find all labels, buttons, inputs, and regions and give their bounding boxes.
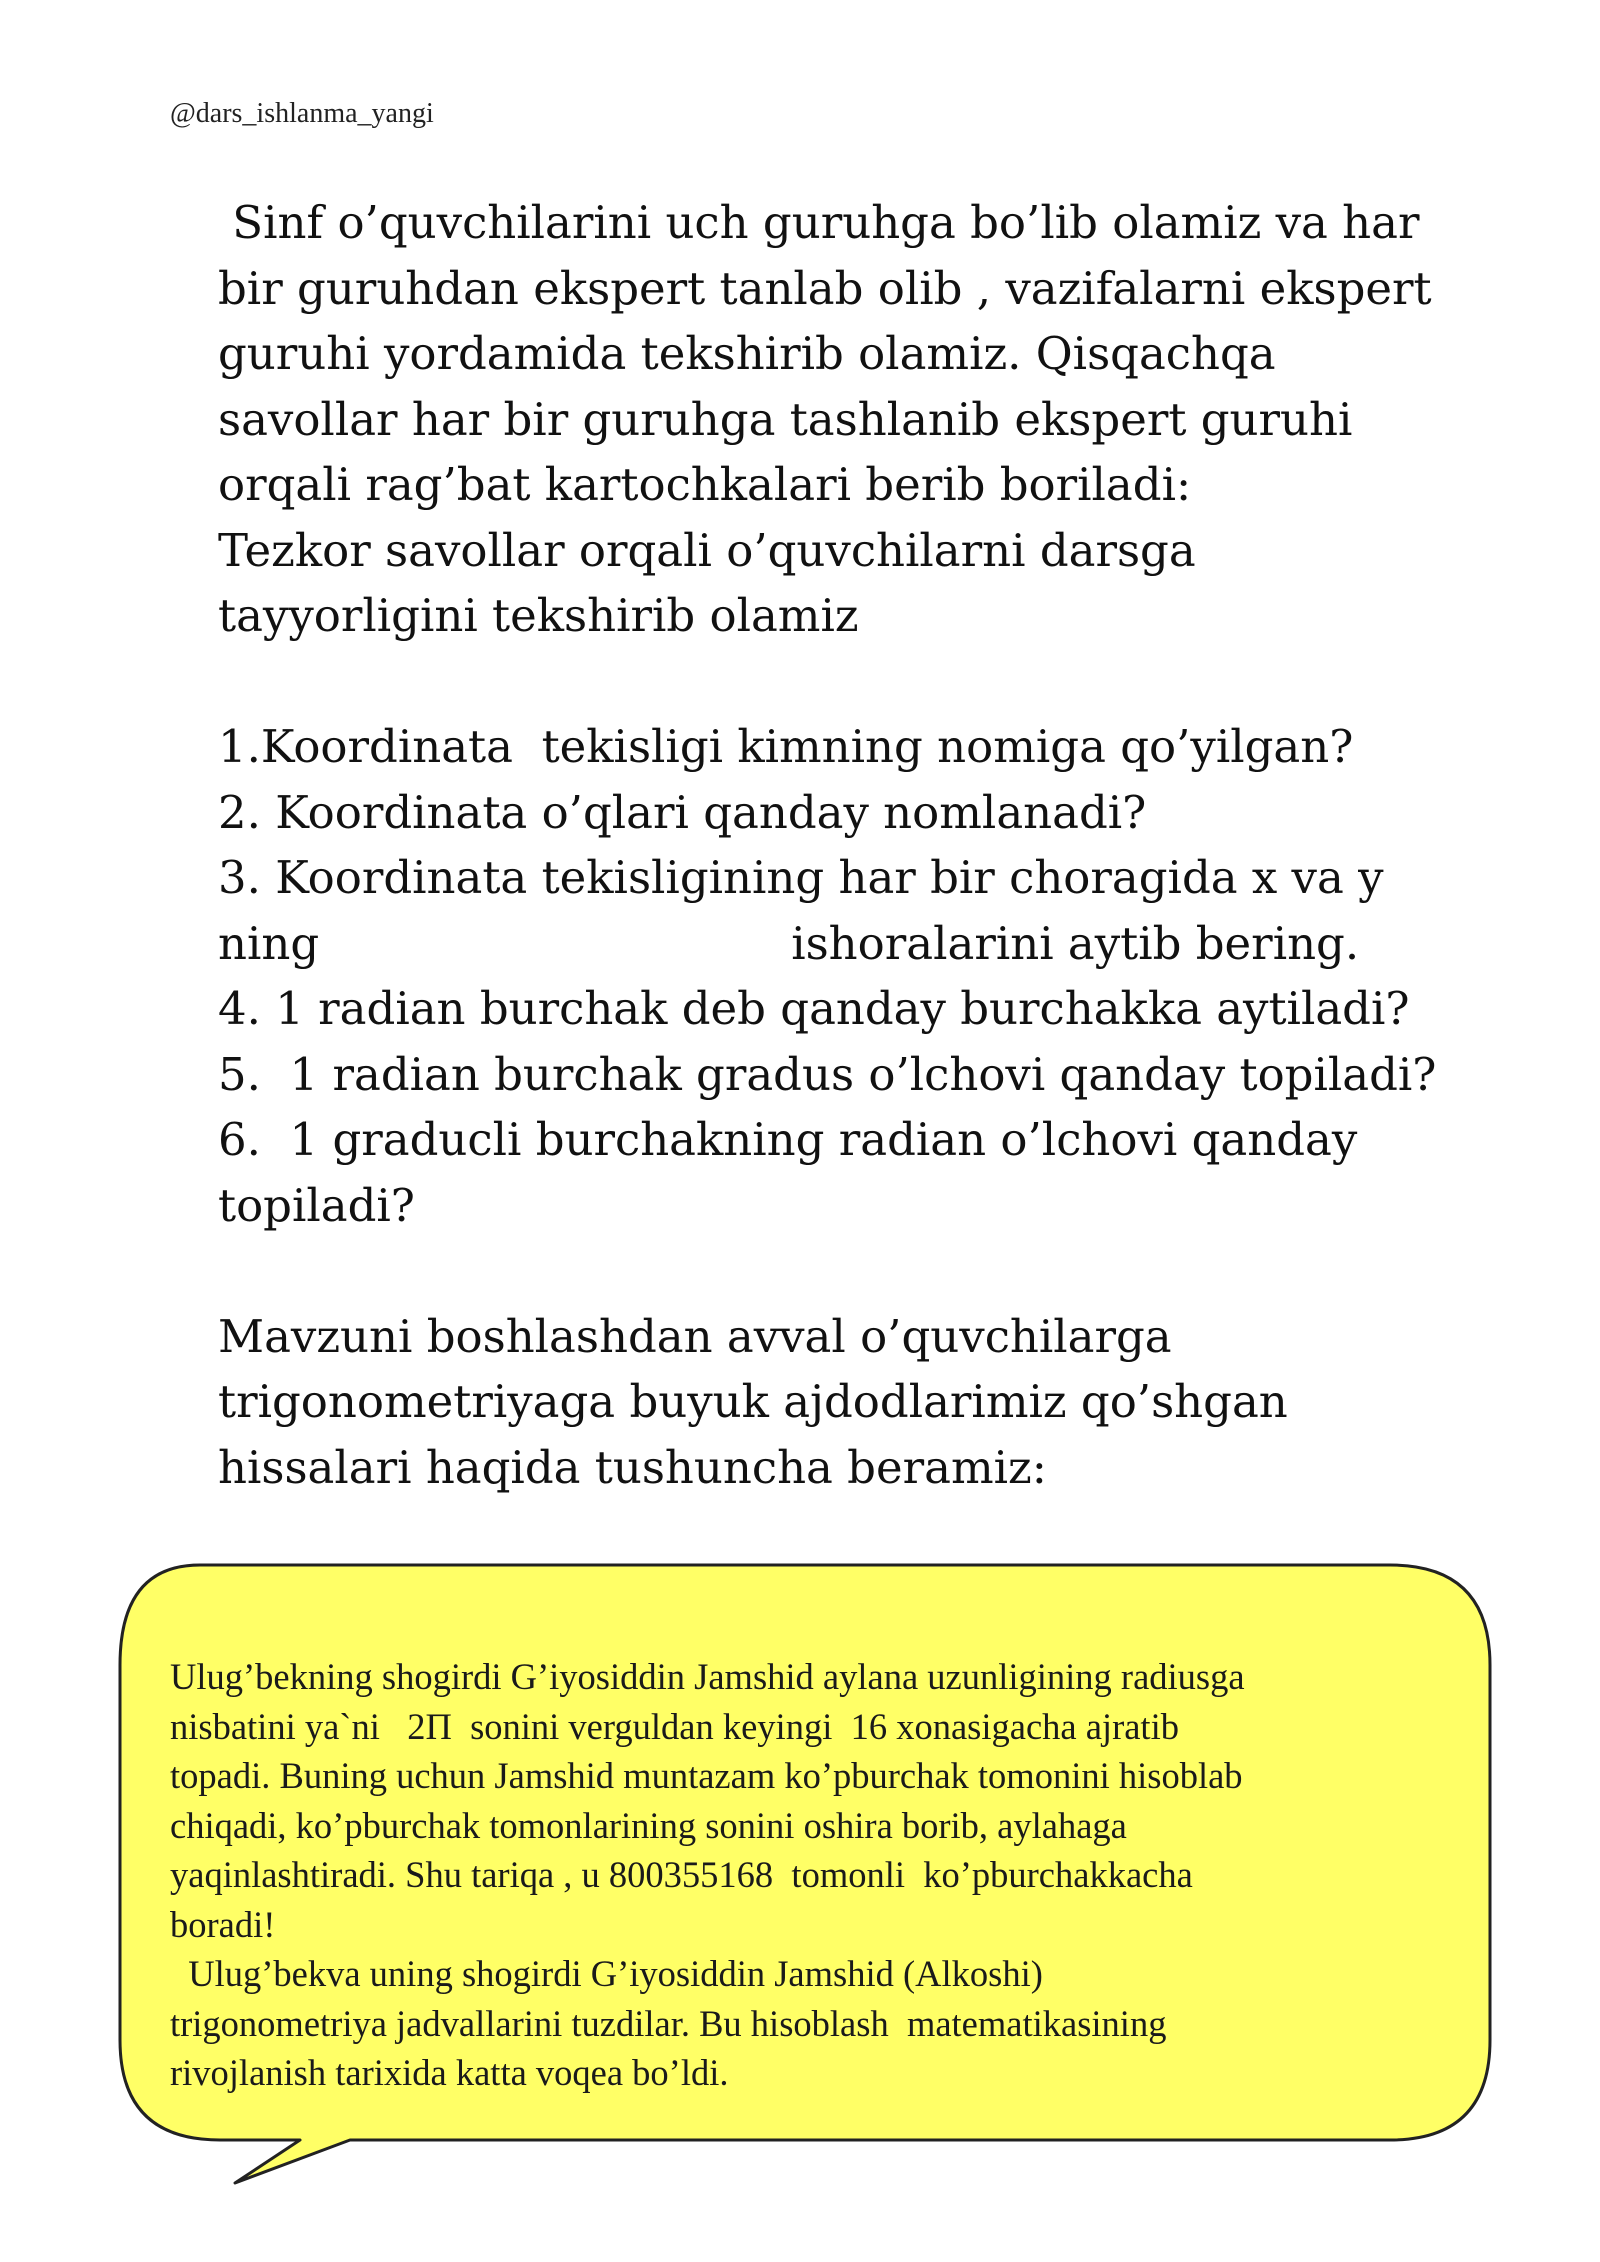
text-line: trigonometriyaga buyuk ajdodlarimiz qo’shgan (218, 1375, 1288, 1428)
text-line: Tezkor savollar orqali o’quvchilarni darsga (218, 523, 1196, 577)
callout-line: nisbatini ya`ni 2П sonini verguldan keyingi 16 xonasigacha ajratib (170, 1705, 1179, 1747)
callout-line: chiqadi, ko’pburchak tomonlarining sonini oshira borib, aylahaga (170, 1804, 1127, 1846)
callout-line: rivojlanish tarixida katta voqea bo’ldi. (170, 2052, 729, 2093)
text-line: Mavzuni boshlashdan avval o’quvchilarga (218, 1309, 1172, 1363)
question-line: ning ishoralarini aytib bering. (218, 916, 1360, 970)
text-line: savollar har bir guruhga tashlanib ekspert guruhi (218, 392, 1353, 446)
callout-line: boradi! (170, 1903, 276, 1945)
callout-text (170, 1652, 1470, 2098)
text-line: guruhi yordamida tekshirib olamiz. Qisqachqa (218, 327, 1276, 380)
question-line: 1.Koordinata tekisligi kimning nomiga qo’yilgan? (218, 720, 1354, 773)
text-line: hissalari haqida tushuncha beramiz: (218, 1440, 1047, 1494)
question-line: 6. 1 graducli burchakning radian o’lchovi qanday (218, 1113, 1358, 1166)
question-line: 5. 1 radian burchak gradus o’lchovi qanday topiladi? (218, 1047, 1437, 1101)
callout-line: Ulug’bekva uning shogirdi G’iyosiddin Jamshid (Alkoshi) (170, 1953, 1043, 1994)
callout-line: yaqinlashtiradi. Shu tariqa , u 800355168 tomonli ko’pburchakkacha (170, 1854, 1193, 1895)
callout-line: topadi. Buning uchun Jamshid muntazam ko’pburchak tomonini hisoblab (170, 1755, 1243, 1796)
callout-line: Ulug’bekning shogirdi G’iyosiddin Jamshid aylana uzunligining radiusga (170, 1656, 1245, 1697)
question-line: topiladi? (218, 1178, 415, 1232)
text-line: Sinf o’quvchilarini uch guruhga bo’lib olamiz va har (218, 196, 1420, 249)
question-line: 4. 1 radian burchak deb qanday burchakka aytiladi? (218, 982, 1410, 1035)
text-line: orqali rag’bat kartochkalari berib boriladi: (218, 458, 1192, 511)
question-line: 2. Koordinata o’qlari qanday nomlanadi? (218, 785, 1147, 839)
question-line: 3. Koordinata tekisligining har bir choragida x va y (218, 851, 1384, 904)
watermark-label: @dars_ishlanma_yangi (170, 98, 434, 129)
text-line: bir guruhdan ekspert tanlab olib , vazifalarni ekspert (218, 261, 1432, 315)
text-line: tayyorligini tekshirib olamiz (218, 589, 859, 642)
callout-line: trigonometriya jadvallarini tuzdilar. Bu hisoblash matematikasining (170, 2002, 1167, 2044)
